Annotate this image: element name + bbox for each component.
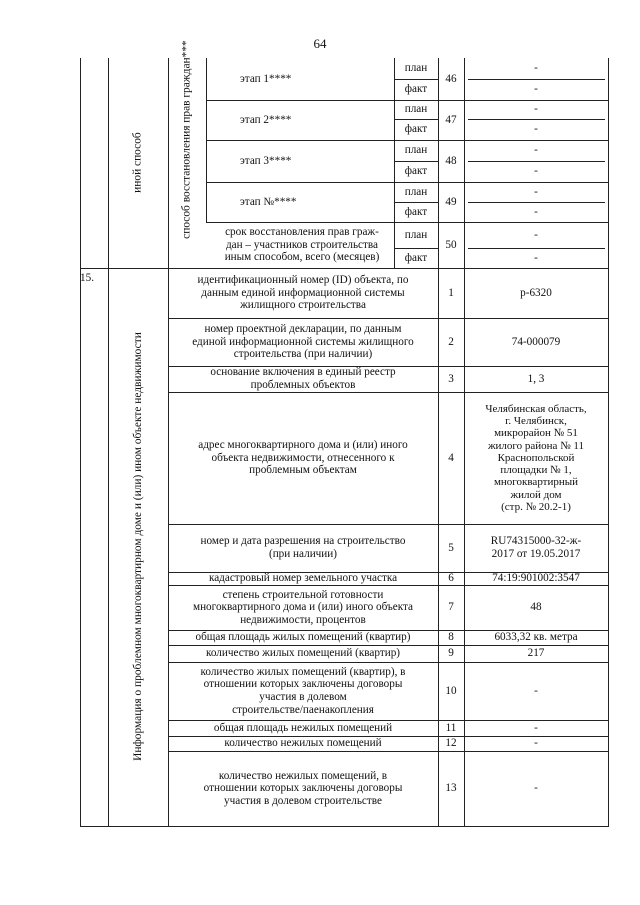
fact-value: - (534, 205, 538, 218)
stage-name: этап 1**** (240, 72, 292, 85)
field-number: 5 (448, 541, 454, 554)
method-label-text: иной способ (131, 132, 144, 194)
field-number: 11 (445, 721, 457, 734)
label-column-left (168, 268, 169, 827)
field-label: идентификационный номер (ID) объекта, по данным единой информационной системы жилищного строительства (197, 274, 409, 312)
term-name: срок восстановления прав граж- дан – участников строительства иным способом, всего (месяцев) (224, 226, 380, 264)
stage-number: 47 (445, 113, 457, 126)
field-label: номер и дата разрешения на строительство (при наличии) (200, 535, 406, 560)
stage-name: этап 2**** (240, 113, 292, 126)
field-value: 48 (530, 601, 542, 614)
stage-name: этап №**** (240, 195, 297, 208)
plan-value: - (534, 185, 538, 198)
field-value: - (534, 782, 538, 795)
field-label: количество нежилых помещений, в отношении которых заключены договоры участия в долевом строительстве (203, 769, 403, 807)
stage-number: 49 (445, 195, 457, 208)
field-value: - (534, 737, 538, 750)
field-value: - (534, 721, 538, 734)
field-number: 10 (445, 684, 457, 697)
field-value: 6033,32 кв. метра (494, 631, 578, 644)
table-left-border (80, 58, 81, 827)
field-number: 12 (445, 737, 457, 750)
plan-value: - (534, 103, 538, 116)
field-label: общая площадь жилых помещений (квартир) (195, 631, 411, 644)
field-number: 13 (445, 782, 457, 795)
plan-label: план (404, 62, 428, 75)
field-number: 3 (448, 372, 454, 385)
section-title (108, 268, 168, 826)
field-label: количество жилых помещений (квартир) (205, 647, 401, 660)
fact-label: факт (404, 123, 428, 136)
plan-value: - (534, 62, 538, 75)
field-number: 1 (448, 286, 454, 299)
fact-value: - (534, 251, 538, 264)
plan-label: план (404, 144, 428, 157)
field-label: количество жилых помещений (квартир), в отношении которых заключены договоры участия в долевом строительстве/паенакопления (200, 665, 406, 716)
stage-name: этап 3**** (240, 154, 292, 167)
fact-value: - (534, 165, 538, 178)
fact-label: факт (404, 205, 428, 218)
term-number: 50 (445, 238, 457, 251)
field-number: 4 (448, 451, 454, 464)
field-value: р-6320 (520, 286, 552, 299)
field-value: Челябинская область, г. Челябинск, микрорайон № 51 жилого района № 11 Краснопольской площадки № 1, многоквартирный жилой дом (стр. № 20.2-1) (485, 402, 587, 514)
field-value: 1, 3 (527, 372, 545, 385)
plan-label: план (404, 228, 428, 241)
plan-value: - (534, 144, 538, 157)
field-value: 217 (527, 647, 545, 660)
field-label: кадастровый номер земельного участка (208, 572, 398, 585)
field-number: 2 (448, 335, 454, 348)
field-label: номер проектной декларации, по данным единой информационной системы жилищного строительства (при наличии) (192, 323, 414, 361)
table-right-border (608, 58, 609, 827)
field-number: 9 (448, 647, 454, 660)
field-label: общая площадь нежилых помещений (213, 721, 393, 734)
field-value: 74-000079 (511, 335, 561, 348)
page-number: 64 (313, 36, 327, 51)
field-value: 74:19:901002:3547 (492, 572, 580, 585)
field-label: адрес многоквартирного дома и (или) иного объекта недвижимости, отнесенного к проблемным объектам (198, 439, 408, 477)
plan-value: - (534, 228, 538, 241)
stage-number: 48 (445, 154, 457, 167)
table-bottom-border (80, 826, 609, 827)
fact-label: факт (404, 83, 428, 96)
field-value: RU74315000-32-ж- 2017 от 19.05.2017 (490, 535, 582, 560)
method-label (108, 58, 168, 268)
field-number: 6 (448, 572, 454, 585)
field-value: - (534, 684, 538, 697)
plan-label: план (404, 185, 428, 198)
field-number: 8 (448, 631, 454, 644)
fact-label: факт (404, 165, 428, 178)
fact-value: - (534, 123, 538, 136)
section-title-text: Информация о проблемном многоквартирном доме и (или) ином объекте недвижимости (131, 332, 144, 762)
field-label: количество нежилых помещений (224, 737, 382, 750)
section-number: 15. (80, 271, 94, 284)
fact-label: факт (404, 251, 428, 264)
fact-value: - (534, 83, 538, 96)
plan-label: план (404, 103, 428, 116)
sub-label (168, 40, 206, 240)
sub-label-text: способ восстановления прав граждан*** (180, 40, 193, 240)
field-label: основание включения в единый реестр проблемных объектов (210, 366, 396, 391)
field-label: степень строительной готовности многоквартирного дома и (или) иного объекта недвижимости, процентов (192, 588, 414, 626)
stage-number: 46 (445, 72, 457, 85)
field-number: 7 (448, 601, 454, 614)
